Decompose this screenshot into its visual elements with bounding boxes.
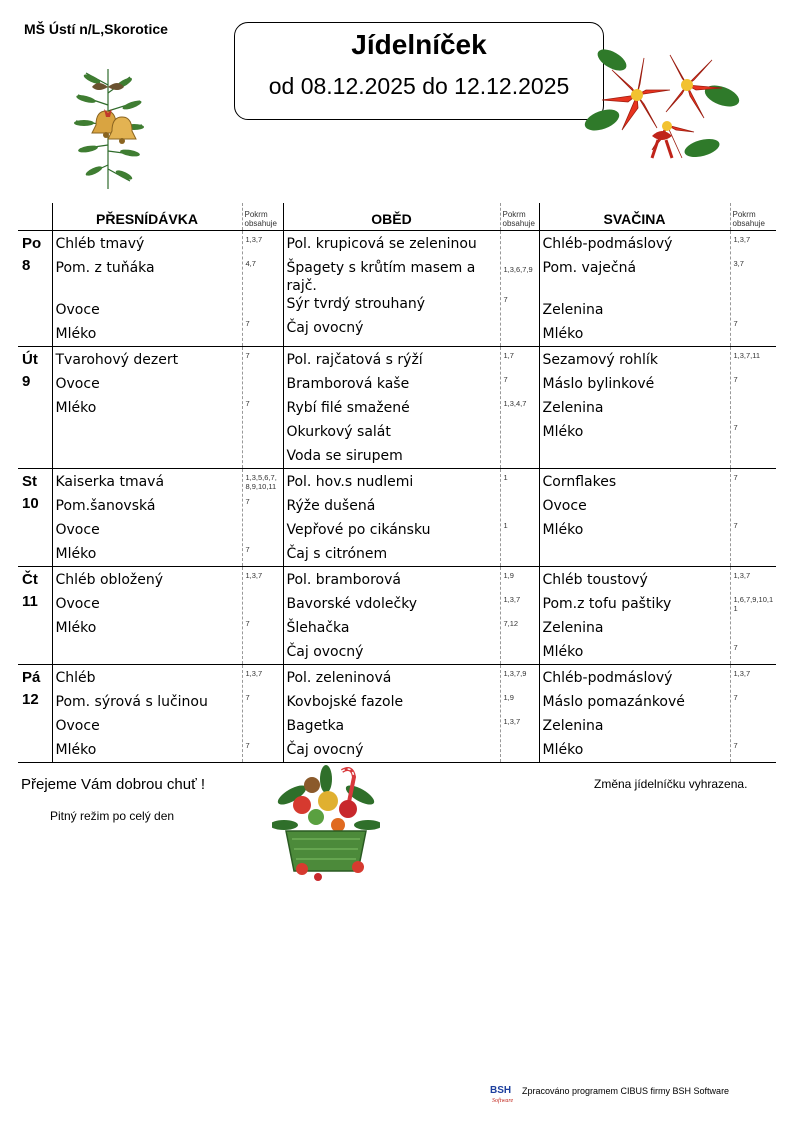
day-cell [18,231,52,347]
meal-item: Mléko [542,326,584,342]
meal-item: Máslo bylinkové [542,376,655,392]
allergen-cell [730,469,776,567]
allergen-code: 1,9 [503,693,514,702]
meal-item: Mléko [542,644,584,660]
allergen-code: 1,3,7 [503,717,521,726]
header-row [18,203,776,231]
allergen-code: 1 [503,473,508,482]
meal-item: Sýr tvrdý strouhaný [286,296,426,312]
bsh-logo-sub: Software [492,1098,514,1104]
allergen-code: 1,3,5,6,7,8,9,10,11 [245,473,277,491]
allergen-code: 1,7 [503,351,514,360]
allergen-header: Pokrm obsahuje [500,203,539,231]
meal-item: Pol. bramborová [286,572,401,588]
meal-item: Čaj ovocný [286,742,364,758]
meal-item: Ovoce [542,498,587,514]
day-abbr: Čt [22,571,38,588]
allergen-code [243,518,283,542]
meal-item: Bagetka [286,718,345,734]
day-cell [18,665,52,763]
bsh-logo-icon [488,1082,518,1106]
allergen-code: 7 [245,319,250,328]
meal-item: Špagety s krůtím masem a rajč. [286,260,476,294]
school-name: MŠ Ústí n/L,Skorotice [24,21,168,37]
allergen-code: 7 [245,619,250,628]
day-number: 12 [22,691,39,708]
day-header [18,203,52,231]
allergen-cell [730,567,776,665]
christmas-bells-icon [68,65,148,193]
day-abbr: Po [22,235,42,252]
allergen-cell [242,665,283,763]
allergen-code [731,616,777,640]
meal-item: Chléb obložený [55,572,164,588]
meal-item: Kovbojské fazole [286,694,404,710]
allergen-code [731,396,777,420]
breakfast-cell [52,469,242,567]
meal-item: Pol. krupicová se zeleninou [286,236,477,252]
allergen-code [243,372,283,396]
meal-item: Zelenina [542,400,604,416]
meal-item: Ovoce [55,522,100,538]
allergen-cell [500,231,539,347]
drink-note: Pitný režim po celý den [50,809,175,823]
lunch-cell [283,567,500,665]
allergen-code: 1,3,6,7,9 [503,265,533,274]
breakfast-cell [52,665,242,763]
meal-item: Chléb [55,670,96,686]
allergen-code [243,292,283,316]
meal-item: Pom. sýrová s lučinou [55,694,208,710]
day-number: 8 [22,257,31,274]
meal-item: Pom. z tuňáka [55,260,155,276]
meal-item: Mléko [542,522,584,538]
allergen-code: 7 [733,375,738,384]
meal-item: Chléb-podmáslový [542,670,673,686]
meal-item: Sezamový rohlík [542,352,658,368]
allergen-code: 1,3,7 [245,669,263,678]
meal-item: Rýže dušená [286,498,376,514]
allergen-code: 1,3,7 [503,595,521,604]
meal-item: Máslo pomazánkové [542,694,685,710]
allergen-code: 7 [733,473,738,482]
allergen-code: 7 [245,693,250,702]
allergen-code: 1,3,7 [245,571,263,580]
meal-item: Chléb toustový [542,572,648,588]
meal-item: Pol. zeleninová [286,670,392,686]
meal-item: Mléko [55,326,97,342]
table-row [18,231,776,347]
lunch-cell [283,469,500,567]
snack-cell [539,347,730,469]
change-note: Změna jídelníčku vyhrazena. [594,777,748,791]
meal-item: Mléko [542,424,584,440]
allergen-code: 7 [733,423,738,432]
footer-credit: Zpracováno programem CIBUS firmy BSH Software [522,1086,730,1096]
page-title: Jídelníček [351,29,487,60]
meal-item: Chléb tmavý [55,236,145,252]
allergen-cell [730,347,776,469]
title-box [234,22,604,120]
table-row [18,469,776,567]
poinsettia-icon [582,40,742,165]
meal-item: Mléko [55,620,97,636]
allergen-cell [242,347,283,469]
allergen-code [501,316,539,340]
lunch-header: OBĚD [283,203,500,231]
meal-item: Ovoce [55,376,100,392]
allergen-code: 4,7 [245,259,256,268]
day-abbr: St [22,473,37,490]
allergen-cell [242,231,283,347]
allergen-code: 7,12 [503,619,519,628]
meal-item: Voda se sirupem [286,448,403,464]
meal-item: Okurkový salát [286,424,391,440]
meal-item: Zelenina [542,302,604,318]
table-row [18,567,776,665]
meal-item: Ovoce [55,718,100,734]
allergen-code [501,494,539,518]
allergen-code: 7 [503,295,508,304]
lunch-cell [283,665,500,763]
allergen-code: 7 [503,375,508,384]
meal-item: Pom.šanovská [55,498,156,514]
allergen-cell [500,469,539,567]
breakfast-header: PŘESNÍDÁVKA [52,203,242,231]
meal-item: Mléko [55,742,97,758]
allergen-code [501,420,539,444]
snack-cell [539,665,730,763]
allergen-code [731,292,777,316]
allergen-code: 1,3,4,7 [503,399,527,408]
allergen-code: 1,3,7 [245,235,263,244]
meal-item: Mléko [55,546,97,562]
wish-text: Přejeme Vám dobrou chuť ! [21,776,206,793]
allergen-code: 1,3,7,11 [733,351,761,360]
allergen-code: 1,3,7 [733,571,751,580]
allergen-code: 7 [733,741,738,750]
allergen-code [243,714,283,738]
allergen-cell [242,469,283,567]
allergen-code: 1 [503,521,508,530]
lunch-cell [283,347,500,469]
allergen-code: 1,3,7 [733,669,751,678]
allergen-cell [242,567,283,665]
allergen-code [501,738,539,762]
meal-item: Pol. rajčatová s rýží [286,352,423,368]
meal-item: Bramborová kaše [286,376,410,392]
day-number: 9 [22,373,31,390]
meal-item: Rybí filé smažené [286,400,410,416]
meal-item: Šlehačka [286,620,350,636]
allergen-code [501,542,539,566]
snack-cell [539,469,730,567]
allergen-cell [730,665,776,763]
snack-header: SVAČINA [539,203,730,231]
meal-item: Čaj ovocný [286,644,364,660]
allergen-code: 3,7 [733,259,744,268]
day-number: 11 [22,593,38,610]
allergen-code: 1,6,7,9,10,11 [733,595,774,613]
meal-item: Chléb-podmáslový [542,236,673,252]
allergen-code: 7 [733,521,738,530]
christmas-basket-icon [272,765,380,883]
meal-item: Ovoce [55,596,100,612]
date-range: od 08.12.2025 do 12.12.2025 [268,73,570,99]
meal-item: Pom.z tofu paštiky [542,596,672,612]
snack-cell [539,231,730,347]
day-cell [18,469,52,567]
allergen-code [243,592,283,616]
menu-table [18,203,776,763]
allergen-header: Pokrm obsahuje [730,203,776,231]
meal-item: Zelenina [542,718,604,734]
bsh-logo-text: BSH [490,1085,512,1096]
lunch-cell [283,231,500,347]
allergen-code [731,714,777,738]
allergen-code: 7 [733,693,738,702]
allergen-header: Pokrm obsahuje [242,203,283,231]
meal-item: Bavorské vdolečky [286,596,418,612]
allergen-cell [730,231,776,347]
allergen-code: 7 [245,399,250,408]
meal-item: Zelenina [542,620,604,636]
meal-item: Mléko [542,742,584,758]
day-cell [18,347,52,469]
allergen-code [501,640,539,664]
allergen-code [501,444,539,468]
allergen-code: 7 [733,319,738,328]
table-row [18,665,776,763]
allergen-code [731,494,777,518]
meal-item: Pom. vaječná [542,260,637,276]
allergen-code: 7 [733,643,738,652]
breakfast-cell [52,567,242,665]
allergen-code: 7 [245,351,250,360]
breakfast-cell [52,347,242,469]
allergen-cell [500,567,539,665]
table-row [18,347,776,469]
day-abbr: Pá [22,669,41,686]
day-abbr: Út [22,351,38,368]
meal-item: Pol. hov.s nudlemi [286,474,414,490]
meal-item: Cornflakes [542,474,617,490]
meal-item: Čaj s citrónem [286,546,388,562]
snack-cell [539,567,730,665]
meal-item: Vepřové po cikánsku [286,522,431,538]
breakfast-cell [52,231,242,347]
meal-item: Ovoce [55,302,100,318]
day-number: 10 [22,495,39,512]
meal-item: Kaiserka tmavá [55,474,165,490]
allergen-code: 1,9 [503,571,514,580]
allergen-code: 1,3,7 [733,235,751,244]
allergen-code: 7 [245,545,250,554]
allergen-cell [500,665,539,763]
allergen-code: 7 [245,741,250,750]
meal-item: Čaj ovocný [286,320,364,336]
allergen-code: 1,3,7,9 [503,669,527,678]
allergen-code [501,232,539,256]
allergen-cell [500,347,539,469]
allergen-code: 7 [245,497,250,506]
day-cell [18,567,52,665]
meal-item: Tvarohový dezert [55,352,179,368]
meal-item: Mléko [55,400,97,416]
